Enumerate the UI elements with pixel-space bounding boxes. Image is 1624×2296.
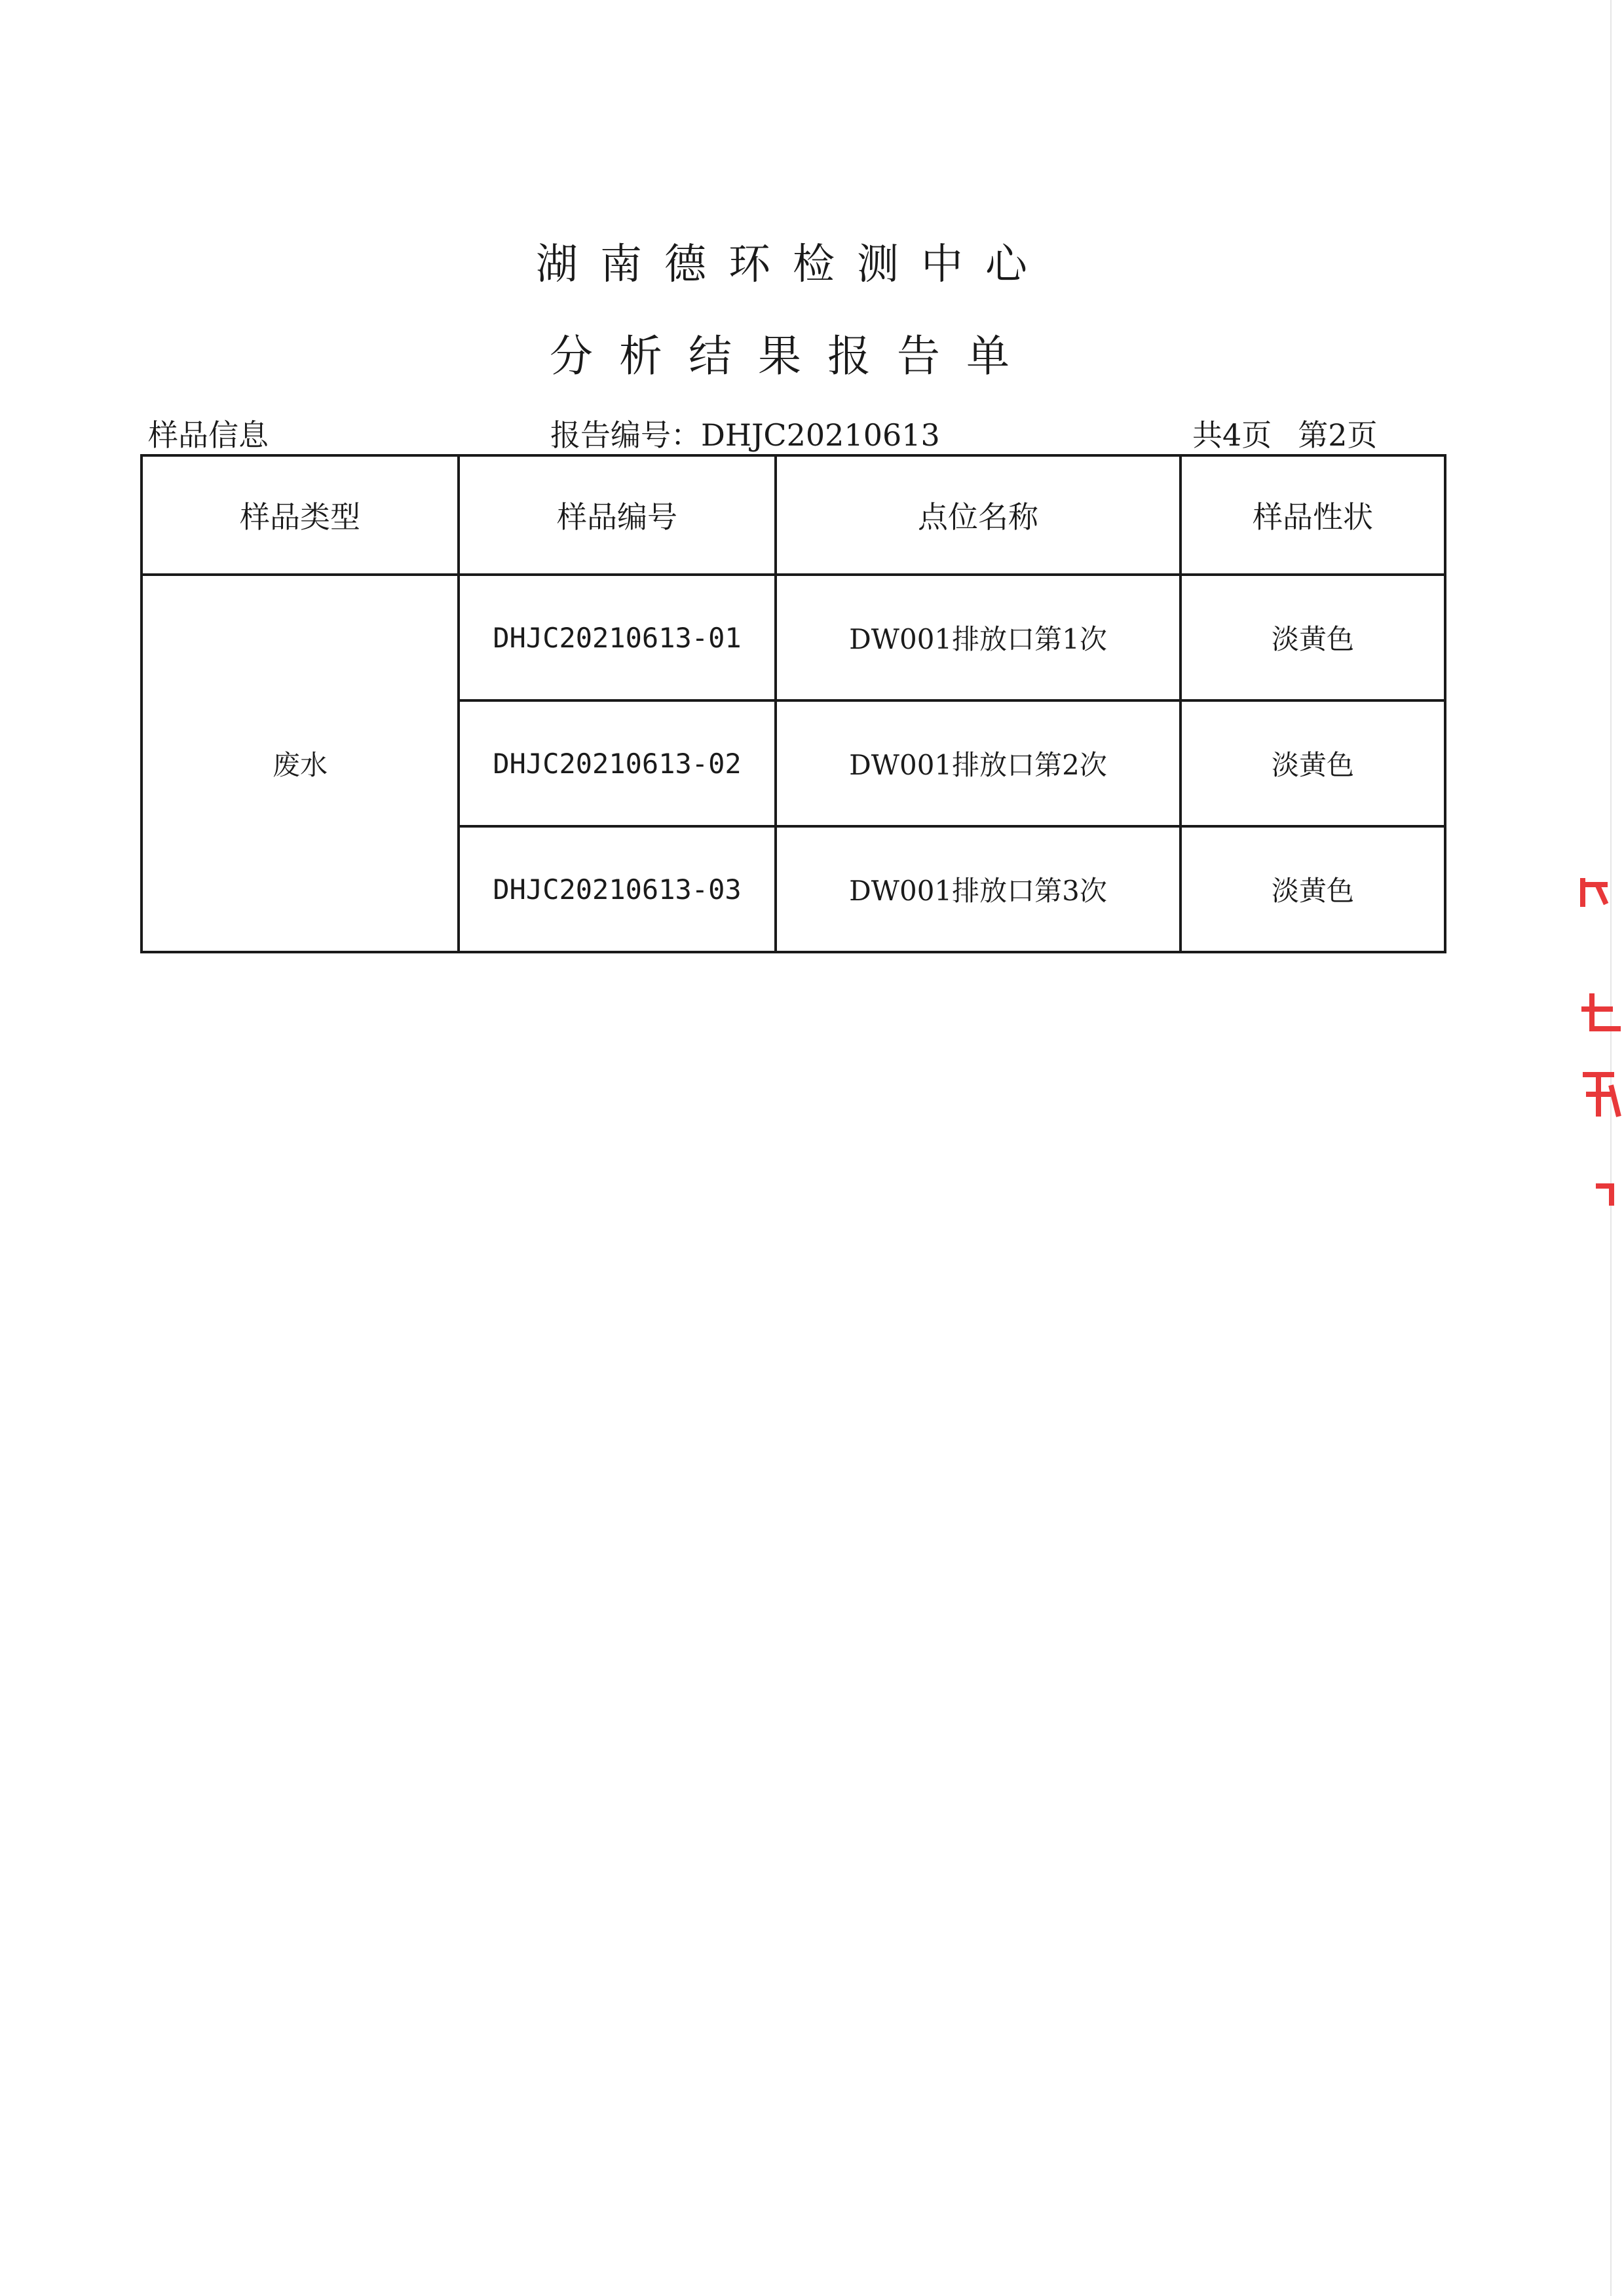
table-header-row [142, 455, 1445, 575]
report-title: 分析结果报告单 [550, 331, 1036, 381]
page-current: 第2页 [1298, 417, 1378, 453]
page-total: 共4页 [1192, 417, 1272, 453]
sample-type-cell: 废水 [142, 575, 459, 952]
location-cell: DW001排放口第2次 [776, 700, 1180, 826]
column-header: 样品性状 [1180, 455, 1445, 575]
section-label: 样品信息 [148, 417, 269, 453]
sample-id-cell: DHJC20210613-03 [459, 826, 776, 952]
sample-id-cell: DHJC20210613-01 [459, 575, 776, 700]
report-number: 报告编号：DHJC20210613 [550, 417, 940, 453]
page-indicator [1192, 411, 1378, 455]
appearance-cell: 淡黄色 [1180, 700, 1445, 826]
appearance-cell: 淡黄色 [1180, 826, 1445, 952]
column-header: 样品编号 [459, 455, 776, 575]
organization-title: 湖南德环检测中心 [536, 240, 1049, 289]
sample-id-cell: DHJC20210613-02 [459, 700, 776, 826]
sample-info-table [140, 454, 1446, 953]
table-row [142, 575, 1445, 700]
appearance-cell: 淡黄色 [1180, 575, 1445, 700]
column-header: 点位名称 [776, 455, 1180, 575]
column-header: 样品类型 [142, 455, 459, 575]
location-cell: DW001排放口第3次 [776, 826, 1180, 952]
red-seal-fragment [1579, 878, 1624, 1206]
location-cell: DW001排放口第1次 [776, 575, 1180, 700]
